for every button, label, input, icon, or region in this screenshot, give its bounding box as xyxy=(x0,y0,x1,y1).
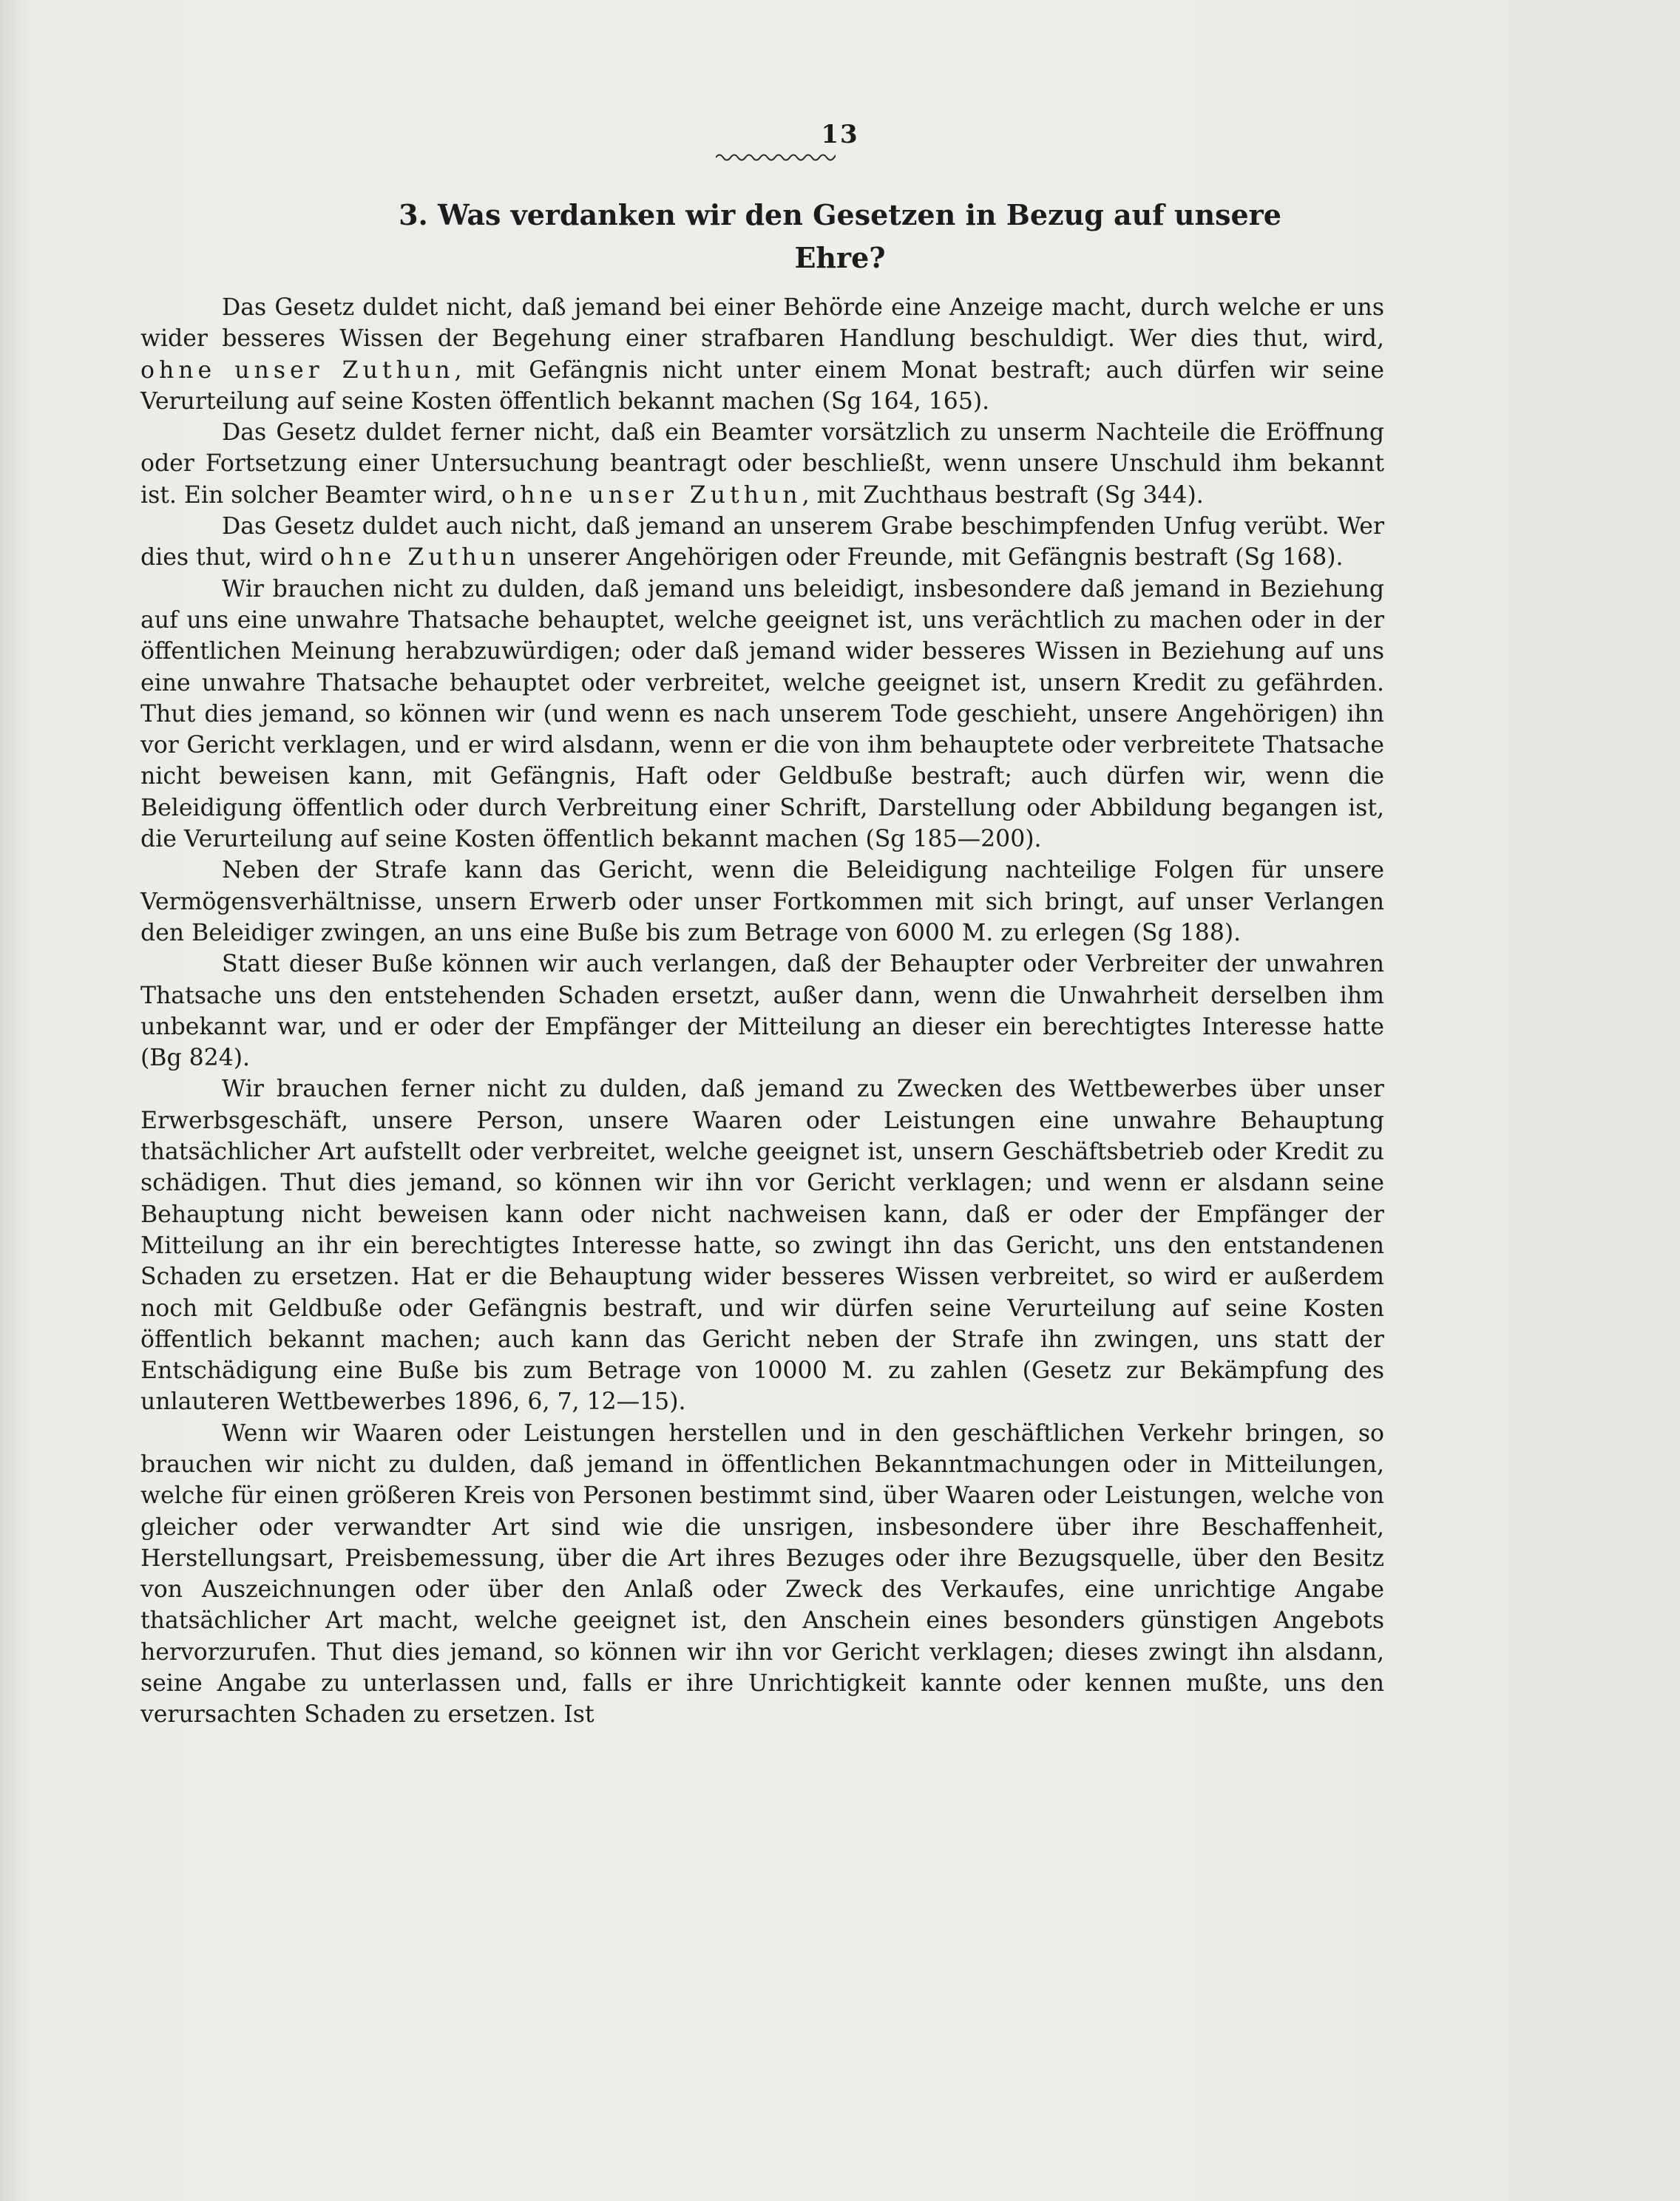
paragraph: Neben der Strafe kann das Gericht, wenn die Beleidigung nachteilige Folgen für unsere Vermögensverhältnisse, unsern Erwerb oder unser Fortkommen mit sich bringt, auf unser Verlangen den Beleidiger zwingen, an uns eine Buße bis zum Betrage von 6000 M. zu erlegen (Sg 188). xyxy=(140,857,1384,946)
paragraph: Wir brauchen nicht zu dulden, daß jemand uns beleidigt, insbesondere daß jemand in Beziehung auf uns eine unwahre Thatsache behauptet, welche geeignet ist, uns verächtlich zu machen oder in der öffentlichen Meinung herabzuwürdigen; oder daß jemand wider besseres Wissen in Beziehung auf uns eine unwahre Thatsache behauptet oder verbreitet, welche geeignet ist, unsern Kredit zu gefährden. Thut dies jemand, so können wir (und wenn es nach unserem Tode geschieht, unsere Angehörigen) ihn vor Gericht verklagen, und er wird alsdann, wenn er die von ihm behauptete oder verbreitete Thatsache nicht beweisen kann, mit Gefängnis, Haft oder Geldbuße bestraft; auch dürfen wir, wenn die Beleidigung öffentlich oder durch Verbreitung einer Schrift, Darstellung oder Abbildung begangen ist, die Verurteilung auf seine Kosten öffentlich bekannt machen (Sg 185—200). xyxy=(140,575,1384,853)
section-heading xyxy=(140,194,1540,279)
paragraph: Das Gesetz duldet auch nicht, daß jemand an unserem Grabe beschimpfenden Unfug verübt. Wer dies thut, wird ohne Zuthun unserer Angehörigen oder Freunde, mit Gefängnis bestraft (Sg 168). xyxy=(140,513,1384,572)
wavy-rule-ornament xyxy=(716,151,836,164)
heading-line-2: Ehre? xyxy=(794,241,886,274)
paragraph: Das Gesetz duldet nicht, daß jemand bei einer Behörde eine Anzeige macht, durch welche er uns wider besseres Wissen der Begehung einer strafbaren Handlung beschuldigt. Wer dies thut, wird, ohne unser Zuthun, mit Gefängnis nicht unter einem Monat bestraft; auch dürfen wir seine Verurteilung auf seine Kosten öffentlich bekannt machen (Sg 164, 165). xyxy=(140,294,1385,415)
paragraph: Wir brauchen ferner nicht zu dulden, daß jemand zu Zwecken des Wettbewerbes über unser Erwerbsgeschäft, unsere Person, unsere Waaren oder Leistungen eine unwahre Behauptung thatsächlicher Art aufstellt oder verbreitet, welche geeignet ist, unsern Geschäftsbetrieb oder Kredit zu schädigen. Thut dies jemand, so können wir ihn vor Gericht verklagen; und wenn er alsdann seine Behauptung nicht beweisen kann oder nicht nachweisen kann, daß er oder der Empfänger der Mitteilung an ihr ein berechtigtes Interesse hatte, so zwingt ihn das Gericht, uns den entstandenen Schaden zu ersetzen. Hat er die Behauptung wider besseres Wissen verbreitet, so wird er außerdem noch mit Geldbuße oder Gefängnis bestraft, und wir dürfen seine Verurteilung auf seine Kosten öffentlich bekannt machen; auch kann das Gericht neben der Strafe ihn zwingen, uns statt der Entschädigung eine Buße bis zum Betrage von 10000 M. zu zahlen (Gesetz zur Bekämpfung des unlauteren Wettbewerbes 1896, 6, 7, 12—15). xyxy=(140,1076,1384,1416)
paragraph: Wenn wir Waaren oder Leistungen herstellen und in den geschäftlichen Verkehr bringen, so brauchen wir nicht zu dulden, daß jemand in öffentlichen Bekanntmachungen oder in Mitteilungen, welche für einen größeren Kreis von Personen bestimmt sind, über Waaren oder Leistungen, welche von gleicher oder verwandter Art sind wie die unsrigen, insbesondere über ihre Beschaffenheit, Herstellungsart, Preisbemessung, über die Art ihres Bezuges oder ihre Bezugsquelle, über den Besitz von Auszeichnungen oder über den Anlaß oder Zweck des Verkaufes, eine unrichtige Angabe thatsächlicher Art macht, welche geeignet ist, den Anschein eines besonders günstigen Angebots hervorzurufen. Thut dies jemand, so können wir ihn vor Gericht verklagen; dieses zwingt ihn alsdann, seine Angabe zu unterlassen und, falls er ihre Unrichtigkeit kannte oder kennen mußte, uns den verursachten Schaden zu ersetzen. Ist xyxy=(140,1420,1384,1729)
body-text xyxy=(140,292,1384,1731)
paragraph: Statt dieser Buße können wir auch verlangen, daß der Behaupter oder Verbreiter der unwahren Thatsache uns den entstehenden Schaden ersetzt, außer dann, wenn die Unwahrheit derselben ihm unbekannt war, und er oder der Empfänger der Mitteilung an dieser ein berechtigtes Interesse hatte (Bg 824). xyxy=(140,951,1384,1072)
paragraph: Das Gesetz duldet ferner nicht, daß ein Beamter vorsätzlich zu unserm Nachteile die Eröffnung oder Fortsetzung einer Untersuchung beantragt oder beschließt, wenn unsere Unschuld ihm bekannt ist. Ein solcher Beamter wird, ohne unser Zuthun, mit Zuchthaus bestraft (Sg 344). xyxy=(140,419,1384,509)
heading-line-1: 3. Was verdanken wir den Gesetzen in Bezug auf unsere xyxy=(399,198,1281,231)
page-number: 13 xyxy=(821,120,859,149)
